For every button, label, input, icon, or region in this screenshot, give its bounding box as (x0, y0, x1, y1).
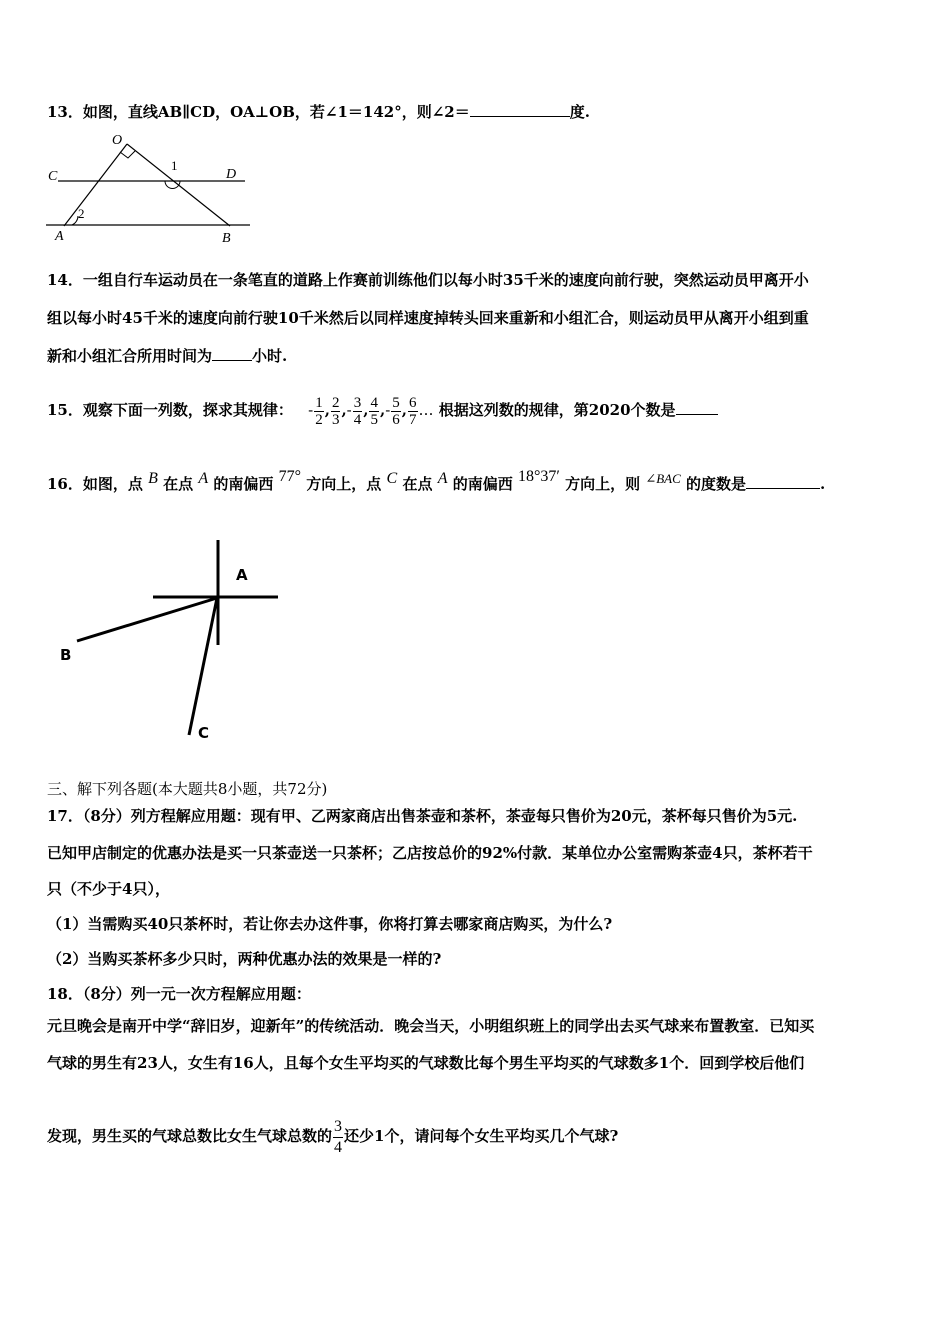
q16-answer-blank[interactable] (746, 474, 820, 489)
ray-ac (189, 598, 217, 735)
q14-line1: 14．一组自行车运动员在一条笔直的道路上作赛前训练他们以每小时35千米的速度向前行驶，突然运动员甲离开小 (47, 271, 809, 289)
q18-line1: 18．（8分）列一元一次方程解应用题： (47, 985, 311, 1003)
q15-answer-blank[interactable] (676, 400, 718, 415)
q17-line3: 只（不少于4只）， (47, 880, 170, 898)
fraction: $\frac{6}{7}$ (409, 394, 417, 428)
label-b: B (222, 231, 231, 246)
fraction: $\frac{2}{3}$ (331, 394, 340, 428)
q16-figure (50, 535, 310, 750)
q13-text: 13．如图，直线AB∥CD，OA⊥OB，若∠1＝142°，则∠2＝ 度. (47, 103, 590, 121)
section3-heading: 三、解下列各题(本大题共8小题，共72分) (47, 780, 328, 798)
q17-line2: 已知甲店制定的优惠办法是买一只茶壶送一只茶杯；乙店按总价的92%付款．某单位办公室需购茶壶4只，茶杯若干 (47, 844, 813, 862)
fraction: $\frac{5}{6}$ (392, 394, 400, 428)
q17-line1: 17．（8分）列方程解应用题：现有甲、乙两家商店出售茶壶和茶杯，茶壶每只售价为20元，茶杯每只售价为5元. (47, 807, 798, 825)
q17-sub1: （1）当需购买40只茶杯时，若让你去办这件事，你将打算去哪家商店购买，为什么? (47, 915, 613, 933)
q14-answer-blank[interactable] (212, 346, 252, 361)
q15-text: 15．观察下面一列数，探求其规律： - $\frac{1}{2}$ , $\frac{2}{3}$ ,- $\frac{3}{4}$ , $\frac{4}{5}$ ,- $\frac{5}{6}$ , $\frac{6}{7}$ … 根据这列数的规律，第2020个数是 (47, 392, 718, 428)
q16-label-b: B (60, 646, 72, 664)
label-c: C (48, 169, 58, 184)
q16-text: 16．如图，点 B 在点 A 的南偏西 77° 方向上，点 C 在点 A 的南偏西 18°37′ 方向上，则 ∠BAC 的度数是 . (47, 468, 826, 493)
q15-sequence: - $\frac{1}{2}$ , $\frac{2}{3}$ ,- $\frac{3}{4}$ , $\frac{4}{5}$ ,- $\frac{5}{6}$ , $\frac{6}{7}$ … (308, 394, 434, 428)
label-a: A (55, 229, 64, 244)
label-d: D (226, 167, 237, 182)
fraction: $\frac{3}{4}$ (353, 394, 362, 428)
q17-sub2: （2）当购买茶杯多少只时，两种优惠办法的效果是一样的? (47, 950, 442, 968)
q18-line4: 发现，男生买的气球总数比女生气球总数的 $\frac{3}{4}$ 还少1个，请问每个女生平均买几个气球? (47, 1117, 619, 1156)
q14-line3: 新和小组汇合所用时间为 小时. (47, 347, 288, 365)
q16-label-a: A (236, 566, 248, 584)
q13-figure (40, 128, 280, 246)
q18-line2: 元旦晚会是南开中学“辞旧岁，迎新年”的传统活动．晚会当天，小明组织班上的同学出去买气球来布置教室．已知买 (47, 1017, 815, 1035)
q16-label-c: C (198, 724, 210, 742)
line-oa (64, 144, 127, 226)
label-1: 1 (171, 158, 178, 173)
ray-ab (77, 598, 217, 641)
q18-line3: 气球的男生有23人，女生有16人，且每个女生平均买的气球数比每个男生平均买的气球数多1个．回到学校后他们 (47, 1054, 805, 1072)
label-2: 2 (78, 206, 85, 221)
label-o: O (112, 133, 123, 148)
q14-line2: 组以每小时45千米的速度向前行驶10千米然后以同样速度掉转头回来重新和小组汇合，则运动员甲从离开小组到重 (47, 309, 809, 327)
fraction: $\frac{1}{2}$ (315, 394, 323, 428)
fraction: $\frac{4}{5}$ (370, 394, 378, 428)
q13-answer-blank[interactable] (470, 102, 570, 117)
q18-fraction: $\frac{3}{4}$ (334, 1117, 343, 1156)
right-angle-mark (120, 151, 135, 158)
